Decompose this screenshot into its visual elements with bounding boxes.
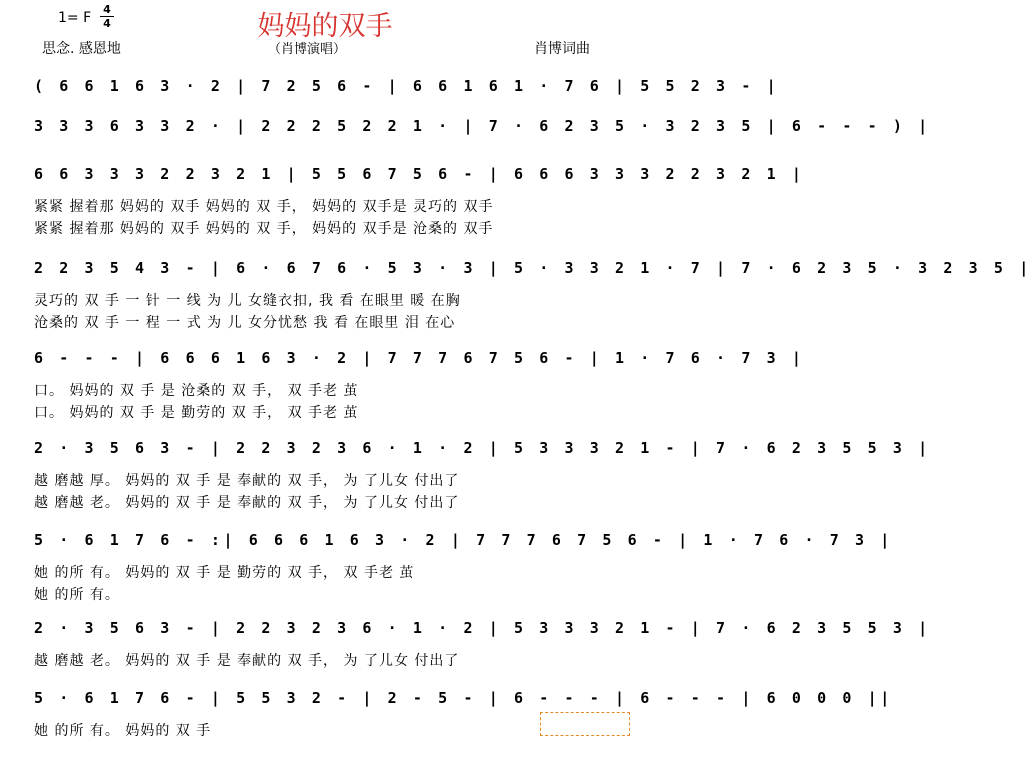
score-line-7	[0, 526, 893, 612]
lyric-verse-1: 紧紧 握着那 妈妈的 双手 妈妈的 双 手， 妈妈的 双手是 灵巧的 双手	[34, 199, 494, 215]
song-title: 妈妈的双手	[257, 11, 393, 42]
score-line-3	[0, 160, 805, 246]
lyric-verse-2: 口。 妈妈的 双 手 是 勤劳的 双 手， 双 手老 茧	[34, 405, 359, 421]
lyric-verse-1: 口。 妈妈的 双 手 是 沧桑的 双 手， 双 手老 茧	[34, 383, 359, 399]
score-line-4	[0, 254, 1032, 340]
lyric-verse-1: 她 的所 有。 妈妈的 双 手 是 勤劳的 双 手， 双 手老 茧	[34, 565, 415, 581]
time-signature	[100, 4, 114, 29]
watermark-logo	[540, 712, 630, 736]
lyric-verse-1: 越 磨越 厚。 妈妈的 双 手 是 奉献的 双 手， 为 了儿女 付出了	[34, 473, 460, 489]
notation: ( 6 6 1 6 3 · 2 | 7 2 5 6 - | 6 6 1 6 1 · 7 6 | 5 5 2 3 - |	[34, 77, 780, 95]
lyric-verse-2: 越 磨越 老。 妈妈的 双 手 是 奉献的 双 手， 为 了儿女 付出了	[34, 495, 460, 511]
lyric-verse-2: 沧桑的 双 手 一 程 一 式 为 儿 女分忧愁 我 看 在眼里 泪 在心	[34, 315, 456, 331]
notation: 3 3 3 6 3 3 2 · | 2 2 2 5 2 2 1 · | 7 · 6 2 3 5 · 3 2 3 5 | 6 - - - ) |	[34, 117, 931, 135]
key-signature: 1= F	[58, 10, 92, 26]
performance-mood: 思念. 感恩地	[42, 41, 121, 57]
notation: 5 · 6 1 7 6 - :| 6 6 6 1 6 3 · 2 | 7 7 7 6 7 5 6 - | 1 · 7 6 · 7 3 |	[34, 531, 893, 549]
notation: 2 · 3 5 6 3 - | 2 2 3 2 3 6 · 1 · 2 | 5 3 3 3 2 1 - | 7 · 6 2 3 5 5 3 |	[34, 619, 931, 637]
notation: 6 - - - | 6 6 6 1 6 3 · 2 | 7 7 7 6 7 5 6 - | 1 · 7 6 · 7 3 |	[34, 349, 805, 367]
lyric-verse-1: 越 磨越 老。 妈妈的 双 手 是 奉献的 双 手， 为 了儿女 付出了	[34, 653, 460, 669]
lyric-verse-1: 她 的所 有。 妈妈的 双 手	[34, 723, 212, 739]
lyric-verse-2: 她 的所 有。	[34, 587, 120, 603]
notation: 5 · 6 1 7 6 - | 5 5 3 2 - | 2 - 5 - | 6 - - - | 6 - - - | 6 0 0 0 ||	[34, 689, 893, 707]
lyric-verse-2: 紧紧 握着那 妈妈的 双手 妈妈的 双 手， 妈妈的 双手是 沧桑的 双手	[34, 221, 494, 237]
lyric-verse-1: 灵巧的 双 手 一 针 一 线 为 儿 女缝衣扣, 我 看 在眼里 暖 在胸	[34, 293, 461, 309]
notation: 2 2 3 5 4 3 - | 6 · 6 7 6 · 5 3 · 3 | 5 · 3 3 2 1 · 7 | 7 · 6 2 3 5 · 3 2 3 5 |	[34, 259, 1032, 277]
notation: 6 6 3 3 3 2 2 3 2 1 | 5 5 6 7 5 6 - | 6 6 6 3 3 3 2 2 3 2 1 |	[34, 165, 805, 183]
meter-top: 4	[103, 3, 111, 16]
composer-credit: 肖博词曲	[534, 41, 590, 57]
notation: 2 · 3 5 6 3 - | 2 2 3 2 3 6 · 1 · 2 | 5 3 3 3 2 1 - | 7 · 6 2 3 5 5 3 |	[34, 439, 931, 457]
score-line-5	[0, 344, 805, 430]
score-line-6	[0, 434, 931, 520]
meter-bottom: 4	[103, 17, 111, 30]
singer-credit: （肖博演唱）	[268, 42, 347, 57]
